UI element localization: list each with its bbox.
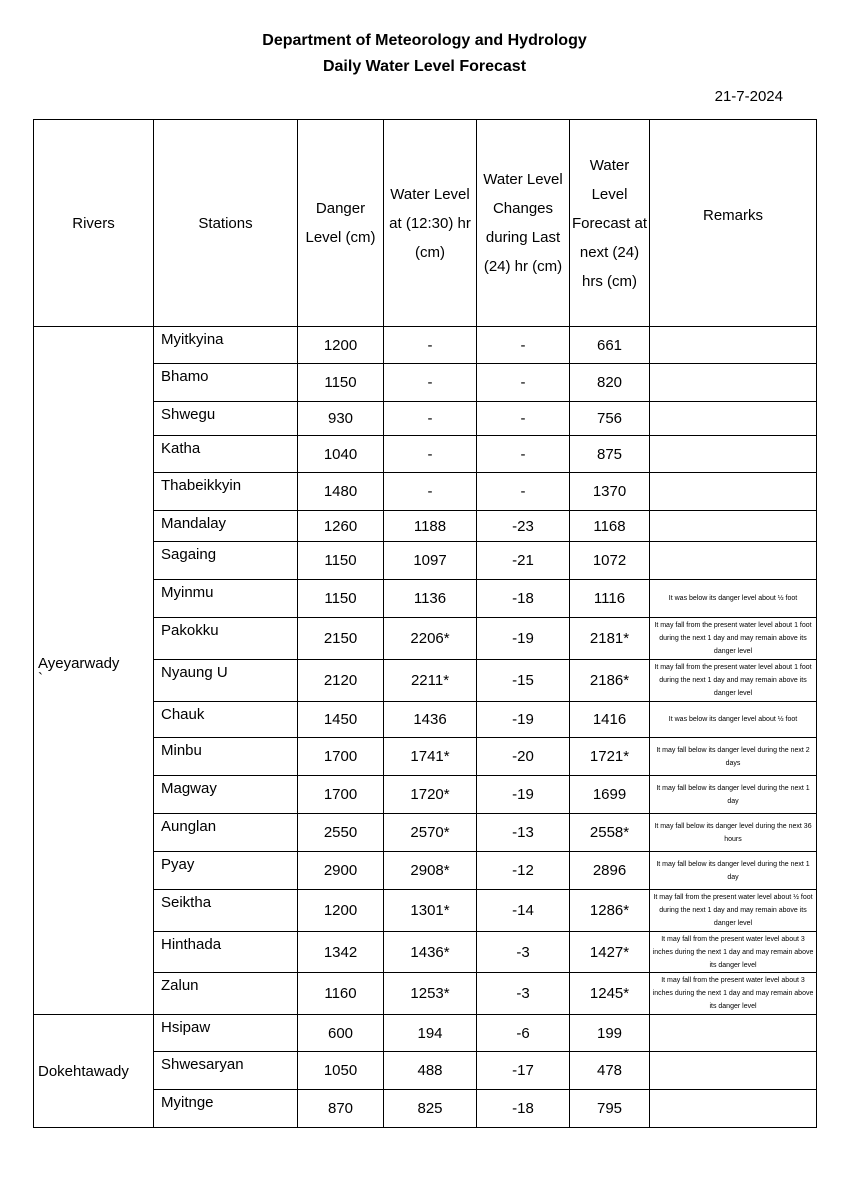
station-cell: Minbu xyxy=(154,738,298,776)
forecast-cell: 1168 xyxy=(570,511,650,542)
header-danger-level: Danger Level (cm) xyxy=(298,120,384,327)
level-change-cell: -14 xyxy=(477,890,570,932)
danger-level-cell: 600 xyxy=(298,1015,384,1052)
level-change-cell: -20 xyxy=(477,738,570,776)
table-row xyxy=(34,1015,817,1052)
remark-cell: It may fall from the present water level about 1 foot during the next 1 day and may remain above its danger level xyxy=(650,618,817,660)
water-level-cell: 194 xyxy=(384,1015,477,1052)
station-cell: Pakokku xyxy=(154,618,298,660)
water-level-cell: 1436 xyxy=(384,702,477,738)
level-change-cell: -19 xyxy=(477,618,570,660)
forecast-cell: 1072 xyxy=(570,542,650,580)
station-cell: Seiktha xyxy=(154,890,298,932)
danger-level-cell: 1200 xyxy=(298,327,384,364)
level-change-cell: -12 xyxy=(477,852,570,890)
danger-level-cell: 2550 xyxy=(298,814,384,852)
forecast-cell: 478 xyxy=(570,1052,650,1090)
station-cell: Myinmu xyxy=(154,580,298,618)
water-level-cell: 1188 xyxy=(384,511,477,542)
water-level-cell: 1741* xyxy=(384,738,477,776)
water-level-cell: - xyxy=(384,436,477,473)
danger-level-cell: 1150 xyxy=(298,364,384,402)
station-cell: Shwegu xyxy=(154,402,298,436)
table-row xyxy=(34,327,817,364)
danger-level-cell: 1040 xyxy=(298,436,384,473)
danger-level-cell: 2150 xyxy=(298,618,384,660)
level-change-cell: -3 xyxy=(477,932,570,973)
station-cell: Sagaing xyxy=(154,542,298,580)
level-change-cell: -18 xyxy=(477,580,570,618)
station-cell: Shwesaryan xyxy=(154,1052,298,1090)
level-change-cell: -23 xyxy=(477,511,570,542)
danger-level-cell: 1450 xyxy=(298,702,384,738)
remark-cell xyxy=(650,542,817,580)
station-cell: Zalun xyxy=(154,973,298,1015)
forecast-cell: 1370 xyxy=(570,473,650,511)
station-cell: Pyay xyxy=(154,852,298,890)
remark-cell: It may fall from the present water level about 3 inches during the next 1 day and may remain above its danger level xyxy=(650,932,817,973)
forecast-cell: 1116 xyxy=(570,580,650,618)
level-change-cell: -6 xyxy=(477,1015,570,1052)
forecast-cell: 1245* xyxy=(570,973,650,1015)
level-change-cell: -15 xyxy=(477,660,570,702)
level-change-cell: - xyxy=(477,436,570,473)
station-cell: Myitnge xyxy=(154,1090,298,1128)
danger-level-cell: 2120 xyxy=(298,660,384,702)
water-level-cell: 488 xyxy=(384,1052,477,1090)
danger-level-cell: 1150 xyxy=(298,542,384,580)
level-change-cell: -18 xyxy=(477,1090,570,1128)
forecast-cell: 1427* xyxy=(570,932,650,973)
level-change-cell: -19 xyxy=(477,776,570,814)
remark-cell xyxy=(650,1052,817,1090)
forecast-cell: 795 xyxy=(570,1090,650,1128)
water-level-cell: 1301* xyxy=(384,890,477,932)
water-level-cell: - xyxy=(384,473,477,511)
remark-cell: It may fall below its danger level during the next 1 day xyxy=(650,852,817,890)
river-cell xyxy=(34,1015,154,1128)
danger-level-cell: 1342 xyxy=(298,932,384,973)
level-change-cell: - xyxy=(477,327,570,364)
danger-level-cell: 1480 xyxy=(298,473,384,511)
remark-cell: It was below its danger level about ½ foot xyxy=(650,702,817,738)
remark-cell: It was below its danger level about ½ foot xyxy=(650,580,817,618)
danger-level-cell: 1150 xyxy=(298,580,384,618)
header-stations: Stations xyxy=(154,120,298,327)
water-level-cell: 1097 xyxy=(384,542,477,580)
forecast-cell: 1721* xyxy=(570,738,650,776)
water-level-cell: - xyxy=(384,402,477,436)
forecast-cell: 1699 xyxy=(570,776,650,814)
water-level-table xyxy=(33,119,817,1128)
danger-level-cell: 1200 xyxy=(298,890,384,932)
river-name: Ayeyarwady xyxy=(38,655,120,672)
water-level-cell: 2206* xyxy=(384,618,477,660)
forecast-cell: 2181* xyxy=(570,618,650,660)
forecast-cell: 2896 xyxy=(570,852,650,890)
station-cell: Hinthada xyxy=(154,932,298,973)
remark-cell: It may fall from the present water level about 3 inches during the next 1 day and may remain above its danger level xyxy=(650,973,817,1015)
remark-cell: It may fall below its danger level during the next 2 days xyxy=(650,738,817,776)
water-level-cell: 1720* xyxy=(384,776,477,814)
water-level-cell: 1436* xyxy=(384,932,477,973)
header-remarks: Remarks xyxy=(650,120,817,327)
water-level-cell: 1136 xyxy=(384,580,477,618)
remark-cell: It may fall below its danger level during the next 36 hours xyxy=(650,814,817,852)
forecast-cell: 2186* xyxy=(570,660,650,702)
forecast-cell: 756 xyxy=(570,402,650,436)
header-level-changes: Water Level Changes during Last (24) hr (cm) xyxy=(477,120,570,327)
level-change-cell: - xyxy=(477,364,570,402)
document-title: Department of Meteorology and Hydrology xyxy=(262,32,587,49)
remark-cell xyxy=(650,1090,817,1128)
station-cell: Magway xyxy=(154,776,298,814)
forecast-cell: 199 xyxy=(570,1015,650,1052)
forecast-cell: 661 xyxy=(570,327,650,364)
remark-cell xyxy=(650,402,817,436)
station-cell: Katha xyxy=(154,436,298,473)
station-cell: Aunglan xyxy=(154,814,298,852)
remark-cell xyxy=(650,364,817,402)
river-name: Dokehtawady xyxy=(38,1062,129,1080)
level-change-cell: - xyxy=(477,402,570,436)
danger-level-cell: 1260 xyxy=(298,511,384,542)
header-water-level: Water Level at (12:30) hr (cm) xyxy=(384,120,477,327)
remark-cell: It may fall from the present water level about 1 foot during the next 1 day and may remain above its danger level xyxy=(650,660,817,702)
station-cell: Mandalay xyxy=(154,511,298,542)
table-body xyxy=(34,327,817,1128)
level-change-cell: -13 xyxy=(477,814,570,852)
remark-cell: It may fall from the present water level about ½ foot during the next 1 day and may remain above its danger level xyxy=(650,890,817,932)
remark-cell xyxy=(650,436,817,473)
station-cell: Thabeikkyin xyxy=(154,473,298,511)
water-level-cell: - xyxy=(384,327,477,364)
river-mark: ` xyxy=(38,670,43,687)
water-level-cell: 1253* xyxy=(384,973,477,1015)
danger-level-cell: 1700 xyxy=(298,738,384,776)
forecast-cell: 2558* xyxy=(570,814,650,852)
danger-level-cell: 930 xyxy=(298,402,384,436)
remark-cell xyxy=(650,473,817,511)
station-cell: Bhamo xyxy=(154,364,298,402)
header-rivers: Rivers xyxy=(34,120,154,327)
danger-level-cell: 1050 xyxy=(298,1052,384,1090)
danger-level-cell: 1160 xyxy=(298,973,384,1015)
remark-cell xyxy=(650,511,817,542)
station-cell: Nyaung U xyxy=(154,660,298,702)
forecast-cell: 1416 xyxy=(570,702,650,738)
document-subtitle: Daily Water Level Forecast xyxy=(322,58,527,75)
water-level-cell: 825 xyxy=(384,1090,477,1128)
water-level-cell: 2211* xyxy=(384,660,477,702)
remark-cell: It may fall below its danger level during the next 1 day xyxy=(650,776,817,814)
level-change-cell: -3 xyxy=(477,973,570,1015)
water-level-cell: 2908* xyxy=(384,852,477,890)
level-change-cell: -19 xyxy=(477,702,570,738)
danger-level-cell: 2900 xyxy=(298,852,384,890)
remark-cell xyxy=(650,327,817,364)
level-change-cell: - xyxy=(477,473,570,511)
station-cell: Myitkyina xyxy=(154,327,298,364)
header-forecast: Water Level Forecast at next (24) hrs (cm) xyxy=(570,120,650,327)
river-cell xyxy=(34,327,154,1015)
danger-level-cell: 1700 xyxy=(298,776,384,814)
remark-cell xyxy=(650,1015,817,1052)
water-level-cell: - xyxy=(384,364,477,402)
forecast-cell: 875 xyxy=(570,436,650,473)
danger-level-cell: 870 xyxy=(298,1090,384,1128)
level-change-cell: -21 xyxy=(477,542,570,580)
forecast-cell: 1286* xyxy=(570,890,650,932)
report-date: 21-7-2024 xyxy=(714,88,783,105)
level-change-cell: -17 xyxy=(477,1052,570,1090)
water-level-cell: 2570* xyxy=(384,814,477,852)
forecast-cell: 820 xyxy=(570,364,650,402)
station-cell: Hsipaw xyxy=(154,1015,298,1052)
station-cell: Chauk xyxy=(154,702,298,738)
